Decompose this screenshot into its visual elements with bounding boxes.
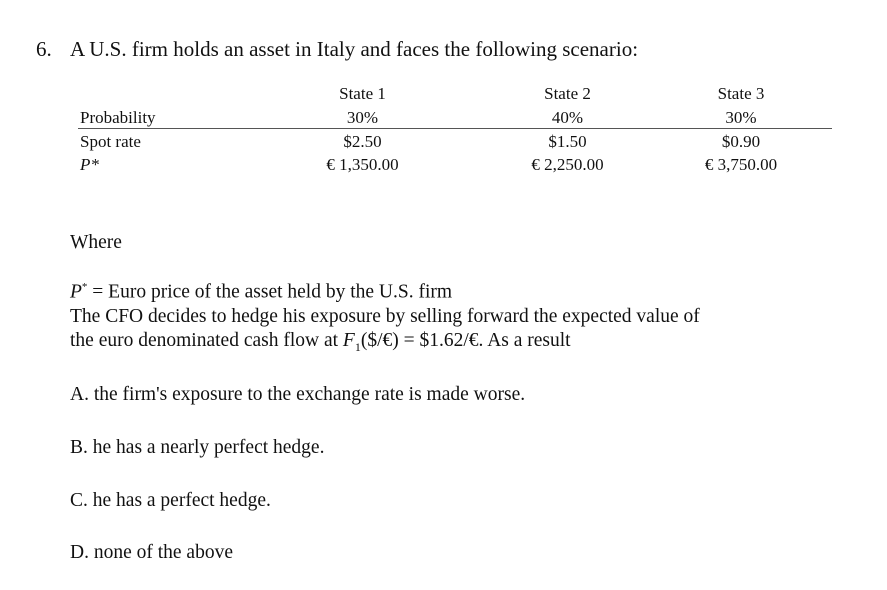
- p-star-sup: *: [81, 281, 88, 293]
- option-d[interactable]: D. none of the above: [70, 542, 233, 563]
- p-star-state-1: € 1,350.00: [326, 155, 399, 174]
- description-line-2-post: ($/€) = $1.62/€. As a result: [360, 330, 571, 351]
- p-star-definition: [70, 281, 452, 304]
- header-state-3: State 3: [717, 84, 765, 103]
- spot-rate-state-1: $2.50: [343, 132, 382, 151]
- description-line-2: [70, 330, 571, 355]
- definition-text: = Euro price of the asset held by the U.S. firm: [87, 281, 453, 303]
- p-symbol: P: [70, 281, 82, 303]
- question-text: A U.S. firm holds an asset in Italy and faces the following scenario:: [70, 37, 639, 61]
- row-label-spot-rate: Spot rate: [80, 132, 141, 151]
- forward-sub: 1: [354, 339, 361, 354]
- option-c[interactable]: C. he has a perfect hedge.: [70, 490, 271, 511]
- spot-rate-state-2: $1.50: [548, 132, 587, 151]
- probability-state-3: 30%: [725, 108, 757, 127]
- probability-state-1: 30%: [346, 108, 379, 127]
- p-star-state-3: € 3,750.00: [704, 155, 778, 174]
- table-divider: [78, 128, 832, 129]
- description-line-1: The CFO decides to hedge his exposure by selling forward the expected value of: [70, 306, 700, 327]
- question-number: 6.: [36, 37, 52, 61]
- description-line-2-pre: the euro denominated cash flow at: [70, 330, 343, 351]
- where-label: Where: [70, 232, 122, 253]
- row-label-probability: Probability: [80, 108, 156, 127]
- forward-symbol: F: [342, 330, 355, 351]
- spot-rate-state-3: $0.90: [721, 132, 761, 151]
- header-state-2: State 2: [544, 84, 591, 103]
- option-b[interactable]: B. he has a nearly perfect hedge.: [70, 437, 325, 458]
- p-star-state-2: € 2,250.00: [531, 155, 604, 174]
- option-a[interactable]: A. the firm's exposure to the exchange rate is made worse.: [70, 384, 526, 405]
- row-label-p-star: P*: [80, 155, 99, 174]
- question-title: [36, 37, 638, 62]
- header-state-1: State 1: [339, 84, 386, 103]
- probability-state-2: 40%: [551, 108, 584, 127]
